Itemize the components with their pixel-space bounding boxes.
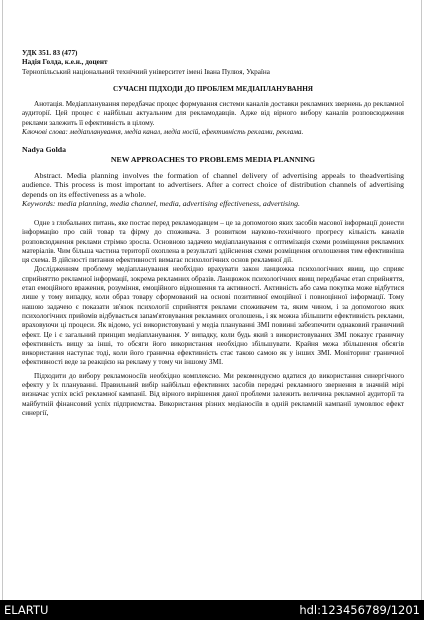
keywords-ua bbox=[22, 128, 404, 137]
keywords-ua-label: Ключові слова: bbox=[22, 128, 68, 137]
page-edge-right bbox=[421, 0, 422, 600]
page-content bbox=[22, 49, 404, 418]
repository-name: ELARTU bbox=[4, 603, 49, 617]
keywords-en bbox=[22, 199, 404, 209]
handle-id: hdl:123456789/1201 bbox=[299, 603, 420, 617]
author-en: Nadya Golda bbox=[22, 145, 66, 155]
author-ua: Надія Голда, к.е.н., доцент bbox=[22, 58, 108, 67]
abstract-ua: Анотація. Медіапланування передбачає процес формування системи каналів доставки рекламних звернень до рекламної аудиторії. Цей процес є найбільш актуальним для рекламодавців. Адже від вірного вибору каналів розповсюдження реклами залежить її ефективність в цілому. bbox=[22, 100, 404, 127]
body-paragraph-2: Дослідженням проблему медіапланування необхідно врахувати закон ланцюжка психологічних явищ, що сприяє сприйняттю рекламної інформації, зокрема рекламних образів. Ланцюжок психологічних явищ передбачає етап сприйняття, етап емоційного враження, розуміння, емоційного відношення та активності. Активність або сама покупка може відбутися лише у тому випадку, коли образ товару сформований на основі позитивної емоційної і повноцінної інформації. Тому нашою задачею є показати зв'язок психології сприйняття реклами споживачем та, яким чином, і за допомогою яких психологічних прийомів відбувається запам'ятовування рекламних оголошень, і як можна збільшити ефективність реклами, враховуючи ці процеси. Як відомо, усі використовувані у медіа плануванні ЗМІ повинні забезпечити однаковий граничний ефект. Це і є загальний принцип медіапланування. У випадку, коли будь який з використовуваних ЗМІ показує граничну ефективність вищу за інші, то обсяги його використання необхідно збільшувати. Крайня межа збільшення обсягів використання наступає тоді, коли його гранична ефективність стає такою самою як у інших ЗМІ. Моніторинг граничної ефективності веде за реакцією на рекламу у тому чи іншому ЗМІ. bbox=[22, 265, 404, 367]
title-ua: СУЧАСНІ ПІДХОДИ ДО ПРОБЛЕМ МЕДІАПЛАНУВАННЯ bbox=[113, 84, 313, 93]
repository-footer bbox=[0, 600, 424, 620]
affiliation: Тернопільський національний технічний університет імені Івана Пулюя, Україна bbox=[22, 67, 270, 76]
body-paragraph-3: Підходити до вибору рекламоносіїв необхідно комплексно. Ми рекомендуємо вдатися до використання синергічного ефекту у їх плануванні. Правильний вибір найбільш ефективних засобів передачі рекламного звернення в значній мірі визначає успіх всієї рекламної кампанії. Від вірного вирішення даної проблеми залежить величина рекламної аудиторії та майбутній фінансовий успіх підприємства. Використання різних медіаносіїв в одній рекламній кампанії зумовлює ефект синергії, bbox=[22, 371, 404, 417]
abstract-en: Abstract. Media planning involves the formation of channel delivery of advertising appeals to theadvertising audience. This process is most important to advertisers. After a correct choice of distribution channels of advertising depends on its effectiveness as a whole. bbox=[22, 170, 404, 199]
title-en: NEW APPROACHES TO PROBLEMS MEDIA PLANNING bbox=[110, 154, 316, 164]
page-edge-left bbox=[2, 0, 3, 600]
keywords-en-label: Keywords: bbox=[22, 199, 56, 209]
body-paragraph-1: Одне з глобальних питань, яке постає перед рекламодавцем – це за допомогою яких засобів масової інформації донести інформацію про свій товар та фірму до споживача. З розвитком науково-технічного прогресу кількість каналів розповсюдження реклами стрімко зросла. Основною задачею медіапланування є оптимізація схеми розміщення рекламних матеріалів. Чим більша частина території охоплена в результаті здійснення схеми розміщення оголошення тим ефективніша ця схема. В дійсності питання ефективності вимагає психологічних основ рекламної дії. bbox=[22, 218, 404, 265]
udc-code: УДК 351. 83 (477) bbox=[22, 49, 78, 57]
keywords-ua-text: медіапланування, медіа канал, медіа носій, ефективність реклами, реклама. bbox=[67, 128, 304, 137]
keywords-en-text: media planning, media channel, media, advertising effectiveness, advertising. bbox=[55, 199, 300, 209]
